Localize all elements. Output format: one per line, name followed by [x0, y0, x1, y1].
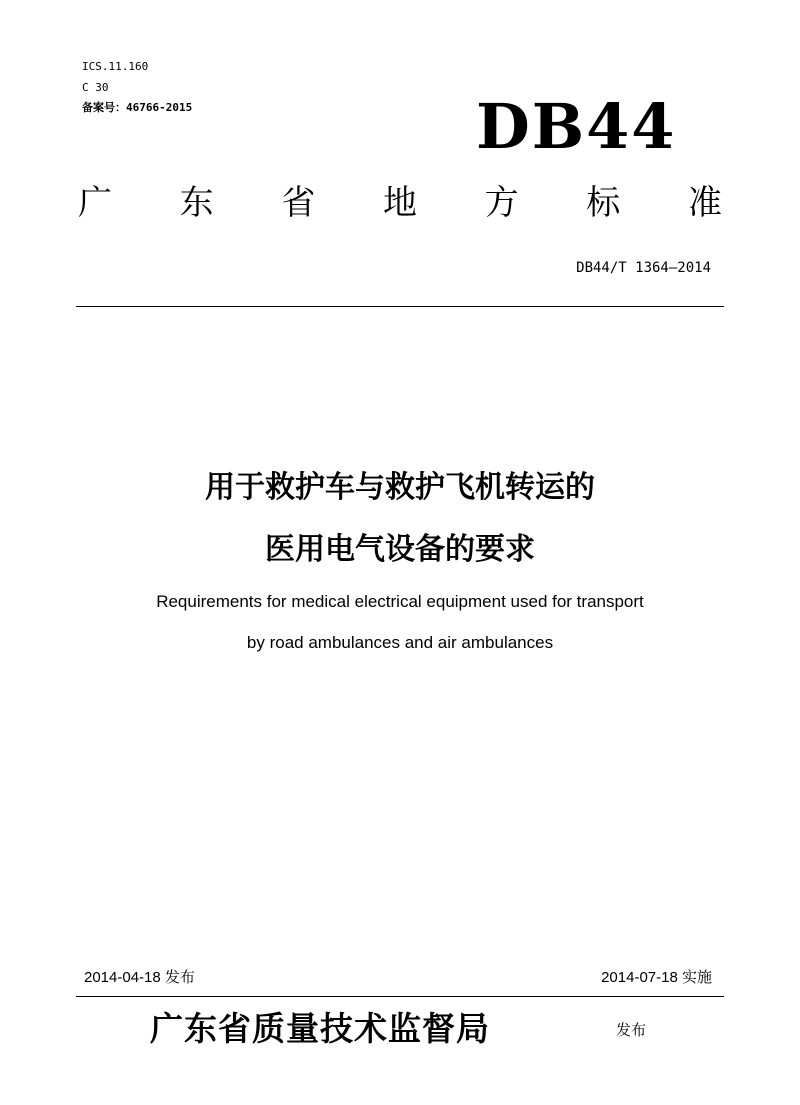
ics-code: ICS.11.160: [82, 60, 149, 73]
title-en-line2: by road ambulances and air ambulances: [246, 633, 554, 652]
title-cn-line1: 用于救护车与救护飞机转运的: [205, 470, 595, 505]
publish-label: 发布: [616, 1021, 647, 1039]
bottom-divider: [76, 996, 724, 997]
standard-type: [78, 182, 722, 224]
standard-type-char: 准: [687, 183, 722, 223]
standard-type-char: 东: [179, 183, 214, 223]
filing-number: 备案号：46766-2015: [82, 101, 193, 114]
standard-type-char: 省: [281, 183, 316, 223]
title-en-line1: Requirements for medical electrical equipment used for transport: [156, 592, 644, 611]
title-cn-line2: 医用电气设备的要求: [265, 532, 535, 567]
standard-number: DB44/T 1364—2014: [576, 260, 711, 276]
standard-type-char: 地: [382, 183, 417, 223]
implement-date: 2014-07-18 实施: [601, 969, 712, 986]
top-divider: [76, 306, 724, 307]
standard-type-char: 方: [484, 183, 519, 223]
issue-date: 2014-04-18 发布: [84, 969, 195, 986]
ccs-code: C 30: [82, 81, 109, 94]
publisher-name: 广东省质量技术监督局: [150, 1009, 490, 1048]
standard-type-char: 广: [78, 183, 112, 223]
standard-type-char: 标: [586, 183, 621, 223]
db44-logo: DB44: [476, 90, 677, 163]
